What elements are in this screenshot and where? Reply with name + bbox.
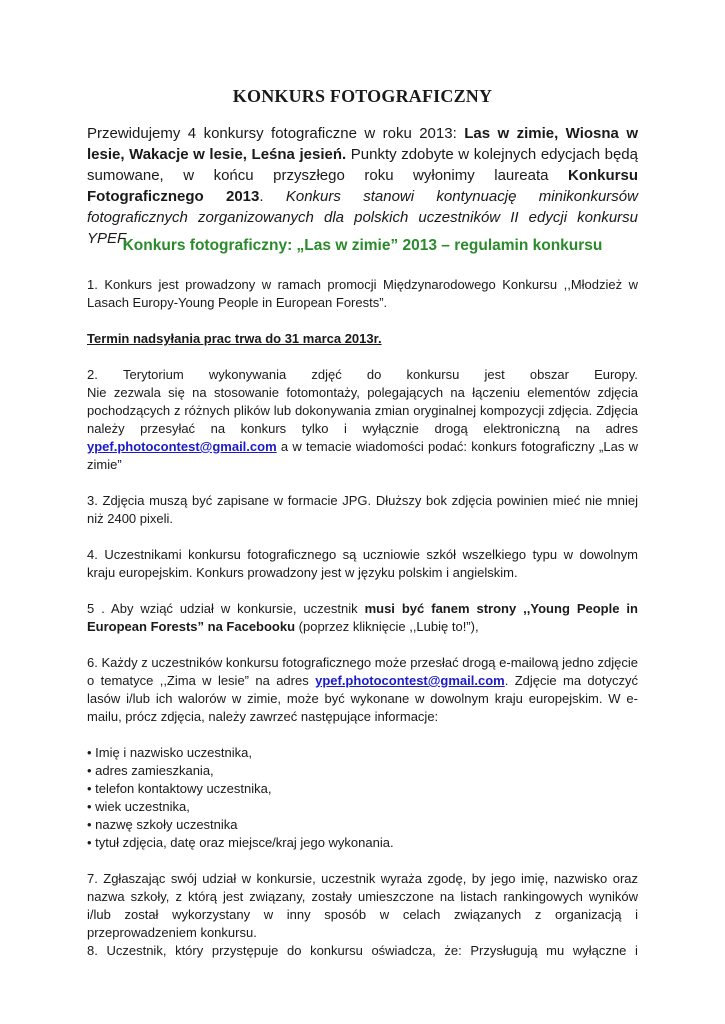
rule-2-word: zdjęć [311,367,342,382]
rule-2-word: obszar [529,367,569,382]
rule-4: 4. Uczestnikami konkursu fotograficznego są uczniowie szkół wszelkiego typu w dowolnym kraju europejskim. Konkurs prowadzony jest w języku polskim i angielskim. [87,547,638,580]
bullet-item: • Imię i nazwisko uczestnika, [87,745,252,760]
rule-8-word: Uczestnik, [106,943,167,958]
intro-contest-list: Las w zimie, Wiosna w lesie, Wakacje w lesie, Leśna jesień. [87,125,638,163]
rule-8-word: wyłączne [572,943,627,958]
rule-1: 1. Konkurs jest prowadzony w ramach promocji Międzynarodowego Konkursu ,,Młodzież w Lasach Europy-Young People in European Forests”. [87,277,638,310]
rule-8-word: mu [546,943,565,958]
rule-8-word: konkursu [310,943,363,958]
rule-8-word: do [286,943,302,958]
rule-2-text-2: a w temacie wiadomości podać: konkurs fotograficzny „Las w zimie” [87,439,638,472]
rules-body [87,276,638,960]
rule-8-word: i [634,943,638,958]
intro-contest-name: Konkursu Fotograficznego 2013 [87,167,638,205]
intro-text-1: Przewidujemy 4 konkursy fotograficzne w roku 2013: [87,125,465,142]
bullet-item: • adres zamieszkania, [87,763,214,778]
rule-6 [87,654,638,726]
rule-2-first-line [87,366,638,384]
rule-8-word: 8. [87,943,98,958]
email-link[interactable]: ypef.photocontest@gmail.com [87,439,277,454]
intro-italic-note: Konkurs stanowi kontynuację minikonkursów fotograficznych zorganizowanych dla polskich uczestników II edycji konkursu YPEF. [87,188,638,247]
rule-2-word: jest [484,367,505,382]
rule-6-text-2: . Zdjęcie ma dotyczyć lasów i/lub ich walorów w zimie, może być wykonane w dowolnym kraju europejskim. W e-mailu, prócz zdjęcia, należy zawrzeć następujące informacje: [87,673,638,724]
document-title: KONKURS FOTOGRAFICZNY [232,86,493,106]
email-link[interactable]: ypef.photocontest@gmail.com [315,673,505,688]
deadline-text: Termin nadsyłania prac trwa do 31 marca 2013r. [87,331,382,346]
rule-2-word: 2. [87,367,98,382]
rule-8-word: który [175,943,204,958]
rule-8-word: że: [444,943,462,958]
rule-8-word: Przysługują [470,943,538,958]
rule-2-word: Terytorium [123,367,184,382]
rule-2-text-1: Nie zezwala się na stosowanie fotomontaży, polegających na łączeniu elementów zdjęcia pochodzących z różnych plików lub dokonywania zmian oryginalnej kompozycji zdjęcia. Zdjęcia należy przesyłać na konkurs tylko i wyłącznie drogą elektroniczną na adres [87,385,638,436]
bullet-item: • wiek uczestnika, [87,799,190,814]
intro-paragraph [87,123,638,249]
rule-5 [87,600,638,636]
deadline-notice [87,330,638,348]
rule-2-word: Europy. [594,367,638,382]
rule-5-text-2: (poprzez kliknięcie ,,Lubię to!”), [295,619,479,634]
rule-2 [87,384,638,474]
rule-8-word: oświadcza, [371,943,436,958]
bullet-item: • nazwę szkoły uczestnika [87,817,238,832]
rule-7: 7. Zgłaszając swój udział w konkursie, uczestnik wyraża zgodę, by jego imię, nazwisko oraz nazwa szkoły, z którą jest związany, zostały umieszczone na listach rankingowych wyników i/lub został wykorzystany w inny sposób w celach związanych z organizacją i przeprowadzeniem konkursu. [87,871,638,940]
rule-8-first-line [87,942,638,960]
rule-5-facebook-requirement: musi być fanem strony ,,Young People in European Forests” na Facebooku [87,601,638,634]
rule-2-word: wykonywania [208,367,287,382]
intro-text-3: . [259,188,286,205]
rule-8-word: przystępuje [211,943,279,958]
bullet-item: • telefon kontaktowy uczestnika, [87,781,272,796]
rule-3: 3. Zdjęcia muszą być zapisane w formacie JPG. Dłuższy bok zdjęcia powinien mieć nie mniej niż 2400 pixeli. [87,493,638,526]
rule-2-word: konkursu [406,367,460,382]
intro-text-2: Punkty zdobyte w kolejnych edycjach będą sumowane, w końcu przyszłego roku wyłonimy laureata [87,146,638,184]
rules-subtitle: Konkurs fotograficzny: „Las w zimie” 2013 – regulamin konkursu [122,237,603,254]
rule-5-text-1: 5 . Aby wziąć udział w konkursie, uczestnik [87,601,365,616]
rule-2-word: do [366,367,382,382]
bullet-item: • tytuł zdjęcia, datę oraz miejsce/kraj jego wykonania. [87,835,394,850]
rule-6-text-1: 6. Każdy z uczestników konkursu fotograficznego może przesłać drogą e-mailową jedno zdjęcie o tematyce ,,Zima w lesie” na adres [87,655,638,688]
